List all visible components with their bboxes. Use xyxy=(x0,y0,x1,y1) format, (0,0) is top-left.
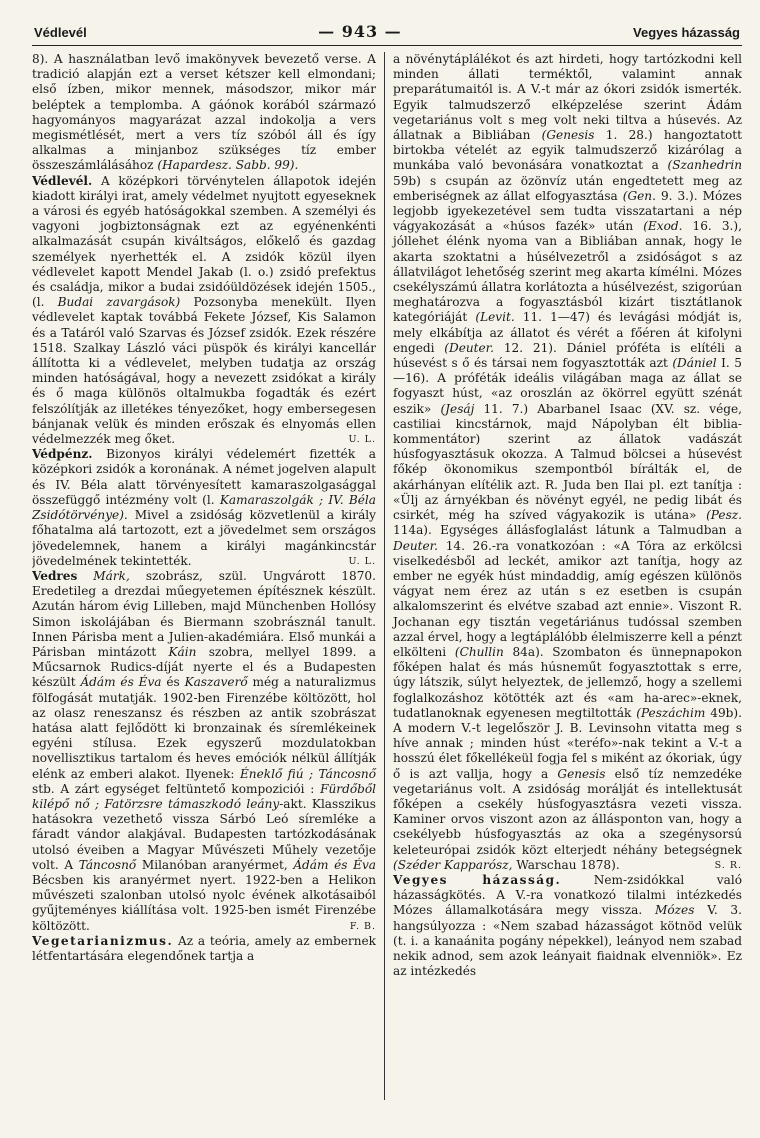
text-run: Márk, xyxy=(93,568,130,583)
text-run: 11. 7.) Abarbanel Isaac (XV. sz. vége, castiliai kincstárnok, majd Nápolyban élt biblia-kommentátor) szerint az állatok vadászát húsfogyasztásuk okozza. A Talmud bölcsei a húsevést főkép ökonomikus szempontból bírálták el, de akárhányan elítélik azt. R. Juda ben Ilai pl. ezt tanítja : «Ülj az árnyékban és növényt egyél, ne pedig libát és csirkét, még ha szíved vágyakozik is utána» xyxy=(393,401,742,523)
text-run: Kaszaverő xyxy=(184,675,248,690)
text-run: (Peszáchim xyxy=(636,705,706,720)
entry-headword: Védpénz. xyxy=(32,447,93,462)
text-run: (Dániel xyxy=(672,356,717,371)
text-run: Warschau 1878). xyxy=(516,857,620,872)
entry-vedlevel xyxy=(32,174,376,448)
text-run: Káin xyxy=(168,644,197,659)
text-run: Bécsben kis aranyérmet nyert. 1922-ben a Helikon művészeti szalonban utolsó nyolc évének alkotásaiból gyűjteményes kiállítása volt. 1925-ben ismét Firenzébe költözött. xyxy=(32,872,376,933)
text-run: Ádám és Éva xyxy=(293,857,376,872)
text-run: stb. A zárt egységet feltüntető kompoziciói : xyxy=(32,781,315,796)
text-run: 49b). A modern V.-t legelőször J. B. Levinsohn vitatta meg s híve annak ; minden húst «teréfo»-nak tekint a V.-t a hosszú élet főkellékeül fogja fel s miként az ókoriak, úgy ő is azt vallja, hogy a xyxy=(393,705,742,781)
text-run: V. 3. hangsúlyozza : «Nem szabad házasságot kötnöd velük (t. i. a kanaánita pogány népekkel), leányod nem szabad nekik adnod, sem azok leányait fiaidnak elvenniök». Ez az intézkedés xyxy=(393,903,742,979)
text-run: és xyxy=(166,675,180,690)
entry-headword: Vedres xyxy=(32,568,78,583)
text-run: Deuter. xyxy=(393,538,438,553)
author-initials: U. L. xyxy=(348,555,376,567)
entry-headword: Védlevél. xyxy=(32,173,93,188)
text-run: 1. 28.) hangoztatott birtokba vételét az egyik talmudszerző kizárólag a munkába való bevonására vonatkoztat a xyxy=(393,128,742,173)
left-column xyxy=(32,52,384,1100)
text-run: Budai zavargások) xyxy=(57,295,181,310)
text-run: Fürdőből kilépő nő ; Fatörzsre támaszkodó leány xyxy=(32,781,376,811)
text-run: Ádám és Éva xyxy=(80,675,162,690)
text-run: A középkori törvénytelen állapotok idején kiadott királyi irat, amely védelmet nyujtott egyeseknek a városi és egyéb hatóságokkal szemben. A személyi és vagyoni jogbiztonságnak ezt az egyénenkénti alkalmazását csupán kiváltságos, előkelő és gazdag személyek nyerhették el. A zsidók közül ilyen védlevelet kapott Mendel Jakab (l. o.) zsidó prefektus és családja, mikor a budai zsidóüldözések idején 1505., (l. xyxy=(32,173,376,310)
text-run: I. 5—16). A próféták ideális világában maga az állat se fogyaszt húst, «az oroszlán az ökörrel együtt szénát eszik» xyxy=(393,356,742,416)
text-run: Pozsonyba menekült. Ilyen védlevelet kaptak továbbá Fekete József, Kis Salamon és a Tatáról való Szarvas és József zsidók. Ezek részére 1518. Szalkay László váci püspök és királyi kancellár állította ki a védlevelet, melyben tudatja az ország minden hatóságával, hogy a nevezett zsidókat a király és ő maga különös oltalmukba fogadták és ezért felszólítják az illetékes tényezőket, hogy embersegesen bánjanak velük és minden erőszak és elnyomás ellen védelmezzék meg őket. xyxy=(32,295,376,447)
text-run: 16. 3.), jóllehet élénk nyoma van a Bibliában annak, hogy le akarta szoktatni a húsélvezetről a zsidóságot s az állatvilágot lehetőség szerint meg akarta kímélni. Mózes csekélyszámú állatra korlátozta a húsélvezést, szigorúan meghatározva a fogyasztásból kizárt tisztátlanok kategóriáját xyxy=(393,219,742,325)
text-run: még a naturalizmus fölfogását mutatják. 1902-ben Firenzébe költözött, hol az olasz reneszansz és részben az antik szobrászat hatása alatt fejlődött ki bronzainak és síremlékeinek egyéni stílusa. Ezek egyszerű mozdulatokban novellisztikus tartalom és heves emóciók nélkül állítják elénk az emberi alakot. Ilyenek: xyxy=(32,675,376,781)
two-column-body xyxy=(32,52,742,1100)
text-run: (Genesis xyxy=(541,128,595,143)
text-run: szobrász, szül. Ungvárott 1870. Eredetileg a drezdai műegyetemen építésznek készült. Azután három évig Lilleben, majd Münchenben Hollósy Simon iskolájában és Biermann szobrásznál tanult. Innen Párisba ment a Julien-akadémiára. Első munkái a Párisban mintázott xyxy=(32,568,376,659)
entry-vegetarianizmus xyxy=(32,934,376,964)
author-initials: S. R. xyxy=(714,859,742,871)
text-run: 11. 1—47) és levágási módját is, mely elkábítja az állatot és vérét a főéren át kifolyni engedi xyxy=(393,310,742,355)
text-run: (Chullin xyxy=(454,644,504,659)
text-run: Nem-zsidókkal való házasságkötés. A V.-ra vonatkozó tilalmi intézkedés Mózes államalkotására megy vissza. xyxy=(393,872,742,918)
text-run: 8). A használatban levő imakönyvek bevezető verse. A tradició alapján ezt a verset kétszer kell elmondani; első ízben, mikor mennek, másodszor, mikor már beléptek a templomba. A gáónok korából származó hagyományos magyarázat azzal indokolja a vers megismétlését, mert a vers tíz szóból áll és így alkalmas a minjanboz szükséges tíz ember összeszámlálásához xyxy=(32,52,376,173)
text-run: Éneklő fiú ; Táncosnő xyxy=(239,766,376,781)
text-run: Milanóban aranyérmet, xyxy=(141,857,288,872)
text-run: első tíz nemzedéke vegetariánus volt. A zsidóság morálját és intellektusát főképen a csekély húsfogyasztásra vezeti vissza. Kaminer orvos viszont azon az állásponton van, hogy a csekélyebb húsfogyasztás az oka a szegénysorsú keleteurópai zsidók közt elterjedt néhány betegségnek xyxy=(393,766,742,857)
entry-vegyes-hazassag xyxy=(393,873,742,979)
text-run: (Exod. xyxy=(643,219,683,234)
entry-vedpenz xyxy=(32,447,376,569)
text-run: -akt. Klasszikus hatásokra vezethető vissza Sárbó Leó síremléke a fáradt vándor alakjával. Budapesten tartózkodásának utolsó éveiben a Magyar Művészeti Műhely vezetője volt. A xyxy=(32,796,376,872)
text-run: Genesis xyxy=(557,766,606,781)
text-run: Mivel a zsidóság közvetlenül a király főhatalma alá tartozott, ezt a jövedelmet sem országos jövedelemnek, hanem a királyi magánkincstár jövedelmének tekintették. xyxy=(32,508,376,568)
text-run: Mózes xyxy=(655,903,695,918)
text-run: 59b) s csupán az özönvíz után engedtetett meg az emberiségnek az állat elfogyasztása xyxy=(393,173,742,203)
text-run: 84a). Szombaton és ünnepnapokon főképen halat és más húsneműt fogyasztottak s erre, úgy látszik, súlyt helyeztek, de jellemző, hogy a szellemi foglalkozáshoz kötötték azt és «am ha-arec»-eknek, tudatlanoknak egyenesen megtiltották xyxy=(393,644,742,720)
text-run: a növénytáplálékot és azt hirdeti, hogy tartózkodni kell minden állati terméktől, valamint annak preparátumaitól is. A V.-t már az ókori zsidók ismerték. Egyik talmudszerző elképzelése szerint Ádám vegetariánus volt s meg volt neki tiltva a húsevés. Az állatnak a Bibliában xyxy=(393,52,742,143)
text-run: 9. 3.). Mózes legjobb igyekezetével sem tudta visszatartani a nép vágyakozását a «húsos fazék» után xyxy=(393,188,742,234)
text-run: (Szanhedrin xyxy=(667,158,742,173)
entry-vedres xyxy=(32,569,376,934)
text-run: (Levit. xyxy=(475,310,515,325)
text-run: szobra, mellyel 1899. a Műcsarnok Rudics-díját nyerte el és a Budapesten készült xyxy=(32,644,376,690)
entry-headword: Vegyes házasság. xyxy=(393,872,562,887)
text-run: 14. 26.-ra vonatkozóan : «A Tóra az erkölcsi viselkedésből ad leckét, amikor azt tanítja, hogy az ember ne egyék húst mindaddig, amíg egészen különös vágyat nem érez az után s ez esetben is csupán alkalomszerint és elvétve szabad azt ennie». Viszont R. Jochanan egy tisztán vegetáriánus tudóssal szemben azzal érvel, hogy a legtáplálóbb élelmiszerre kell a pénzt elkölteni xyxy=(393,538,742,659)
text-run: 114a). Egységes állásfoglalást látunk a Talmudban a xyxy=(393,523,742,538)
page-number: — 943 — xyxy=(318,22,402,41)
running-header xyxy=(32,22,742,45)
right-column xyxy=(384,52,742,1100)
text-run: (Gen. xyxy=(622,188,656,203)
text-run: 12. 21). Dániel próféta is elítéli a húsevést s ő és társai nem fogyasztották azt xyxy=(393,340,742,371)
entry-continuation xyxy=(32,52,376,174)
text-run: (Deuter. xyxy=(444,340,494,355)
text-run: (Pesz. xyxy=(706,508,742,523)
text-run: (Jesáj xyxy=(440,401,475,416)
text-run: (Széder Kapparósz, xyxy=(393,857,513,872)
text-run: Táncosnő xyxy=(78,857,137,872)
header-right: Vegyes házasság xyxy=(633,25,740,40)
entry-vegetarianizmus-continued xyxy=(393,52,742,873)
author-initials: F. B. xyxy=(349,920,376,932)
text-run: Bizonyos királyi védelemért fizették a középkori zsidók a koronának. A német jogelven alapult és IV. Béla alatt törvényesített kamaraszolgasággal összefüggő intézmény volt (l. xyxy=(32,447,376,507)
text-run: Kamaraszolgák ; IV. Béla Zsidótörvénye). xyxy=(32,492,376,523)
header-left: Védlevél xyxy=(34,25,87,40)
text-run: Az a teória, amely az embernek létfentartására elegendőnek tartja a xyxy=(32,933,376,963)
text-run: (Hapardesz. Sabb. 99). xyxy=(157,158,299,173)
author-initials: U. L. xyxy=(348,434,376,446)
entry-headword: Vegetarianizmus. xyxy=(32,933,174,948)
header-rule xyxy=(32,45,742,46)
